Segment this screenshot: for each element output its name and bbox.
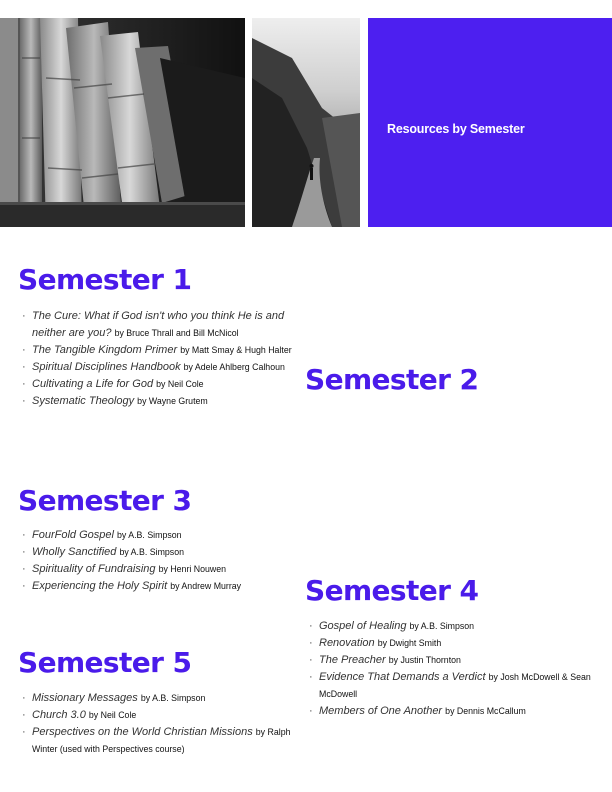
resource-item <box>18 342 300 359</box>
resource-item <box>18 561 300 578</box>
resource-item <box>18 724 300 758</box>
semester-5-section <box>18 646 300 758</box>
semester-2-heading: Semester 2 <box>305 363 479 396</box>
resource-author: by A.B. Simpson <box>140 693 206 703</box>
resource-item <box>305 703 595 720</box>
resource-author: by Neil Cole <box>156 379 204 389</box>
resource-author: by Dwight Smith <box>377 638 442 648</box>
resource-title: Gospel of Healing <box>319 620 407 632</box>
semester-4-resource-list <box>305 618 595 720</box>
resource-author: by Neil Cole <box>88 710 137 720</box>
resource-title: Systematic Theology <box>32 395 135 407</box>
semester-4-heading: Semester 4 <box>305 574 479 607</box>
resource-title: Spirituality of Fundraising <box>32 563 156 575</box>
resource-author: by Dennis McCallum <box>445 706 526 716</box>
resource-title: Renovation <box>319 637 375 649</box>
semester-3-resource-list <box>18 527 300 595</box>
semester-4-section <box>305 574 595 720</box>
banner-title: Resources by Semester <box>387 122 525 136</box>
resource-item <box>18 527 300 544</box>
resource-title: Cultivating a Life for God <box>32 378 154 390</box>
resource-item <box>18 578 300 595</box>
resource-item <box>305 652 595 669</box>
resource-title: Wholly Sanctified <box>32 546 117 558</box>
resource-author: by Adele Ahlberg Calhoun <box>183 362 285 372</box>
resource-item <box>305 635 595 652</box>
books-photo <box>0 18 245 227</box>
resource-title: The Preacher <box>319 654 386 666</box>
resource-title: Missionary Messages <box>32 692 138 704</box>
resource-item <box>18 308 300 342</box>
resource-author: by Ralph Winter (used with Perspectives course) <box>32 727 291 754</box>
resource-title: The Cure: What if God isn't who you think He is and neither are you? <box>32 310 285 339</box>
resource-item <box>305 618 595 635</box>
resource-title: Spiritual Disciplines Handbook <box>32 361 181 373</box>
resource-item <box>18 690 300 707</box>
resource-title: Perspectives on the World Christian Missions <box>32 726 253 738</box>
resource-author: by Henri Nouwen <box>158 564 227 574</box>
resource-title: Evidence That Demands a Verdict <box>319 671 486 683</box>
resource-item <box>18 544 300 561</box>
semester-1-section <box>18 263 300 410</box>
resource-item <box>305 669 595 703</box>
semester-2-section <box>305 363 478 397</box>
resource-title: Members of One Another <box>319 705 443 717</box>
resource-item <box>18 707 300 724</box>
resource-author: by Josh McDowell & Sean McDowell <box>319 672 591 699</box>
resource-title: FourFold Gospel <box>32 529 114 541</box>
semester-3-heading: Semester 3 <box>18 484 192 517</box>
resource-author: by Wayne Grutem <box>137 396 208 406</box>
resource-author: by Justin Thornton <box>388 655 461 665</box>
resource-title: Experiencing the Holy Spirit <box>32 580 168 592</box>
resource-title: The Tangible Kingdom Primer <box>32 344 178 356</box>
semester-5-resource-list <box>18 690 300 758</box>
resource-author: by Bruce Thrall and Bill McNicol <box>114 328 239 338</box>
resource-item <box>18 359 300 376</box>
semester-3-section <box>18 484 300 595</box>
semester-5-heading: Semester 5 <box>18 646 192 679</box>
resource-item <box>18 376 300 393</box>
semester-1-heading: Semester 1 <box>18 263 192 296</box>
resource-author: by A.B. Simpson <box>119 547 184 557</box>
resource-author: by A.B. Simpson <box>117 530 182 540</box>
resource-item <box>18 393 300 410</box>
resource-title: Church 3.0 <box>32 709 86 721</box>
resource-author: by Andrew Murray <box>170 581 242 591</box>
semester-1-resource-list <box>18 308 300 410</box>
resource-author: by A.B. Simpson <box>409 621 475 631</box>
resource-author: by Matt Smay & Hugh Halter <box>180 345 292 355</box>
header-banner <box>368 18 612 227</box>
mountain-path-photo <box>252 18 360 227</box>
